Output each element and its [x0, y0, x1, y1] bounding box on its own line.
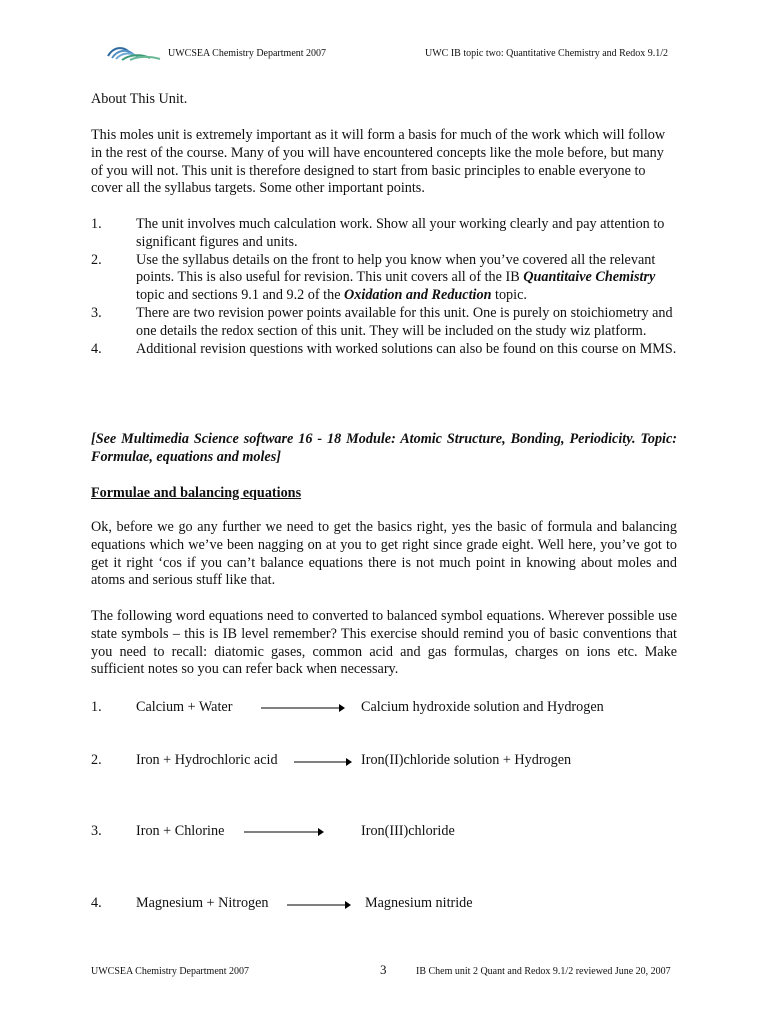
equation-products: Iron(II)chloride solution + Hydrogen	[361, 752, 572, 768]
equation-products: Magnesium nitride	[365, 895, 473, 911]
footer-left-text: UWCSEA Chemistry Department 2007	[91, 966, 250, 977]
arrow-right-icon	[294, 754, 352, 768]
unit-heading: About This Unit.	[91, 91, 188, 107]
list-number: 4.	[91, 340, 102, 357]
word-equation	[91, 699, 691, 719]
list-text: topic and sections 9.1 and 9.2 of the	[136, 287, 345, 304]
equation-reactants: Calcium + Water	[136, 699, 233, 715]
equation-number: 4.	[91, 895, 102, 911]
footer-right-text: IB Chem unit 2 Quant and Redox 9.1/2 reviewed June 20, 2007	[416, 966, 671, 977]
word-equation	[91, 895, 691, 915]
header-right-text: UWC IB topic two: Quantitative Chemistry and Redox 9.1/2	[425, 48, 669, 59]
list-item	[91, 252, 677, 305]
arrow-right-icon	[261, 701, 345, 715]
body-paragraph: Ok, before we go any further we need to get the basics right, yes the basic of formula and balancing equations which we’ve been nagging on at you to get right since grade eight. Well here, you’ve got to get it right ‘cos if you can’t balance equations there is not much point in knowing about moles and atoms and serious stuff like that.	[91, 519, 677, 589]
equation-reactants: Magnesium + Nitrogen	[136, 895, 269, 911]
equation-reactants: Iron + Chlorine	[136, 823, 225, 839]
page-number: 3	[380, 962, 387, 977]
list-item	[91, 305, 677, 341]
arrow-right-icon	[244, 825, 324, 839]
list-text: Additional revision questions with worked solutions can also be found on this course on MMS.	[136, 340, 677, 357]
equation-number: 3.	[91, 823, 102, 839]
emphasis-topic: Quantitaive Chemistry	[523, 269, 656, 286]
list-text: The unit involves much calculation work. Show all your working clearly and pay attention to significant figures and units.	[136, 216, 665, 250]
body-paragraph: The following word equations need to converted to balanced symbol equations. Wherever possible use state symbols – this is IB level remember? This exercise should remind you of basic conventions that you need to recall: diatomic gases, common acid and gas formulas, charges on ions etc. Make sufficient notes so you can refer back when necessary.	[91, 608, 677, 678]
list-item	[91, 341, 677, 359]
page-header	[0, 44, 768, 64]
list-number: 3.	[91, 304, 102, 321]
header-left-text: UWCSEA Chemistry Department 2007	[168, 48, 327, 59]
intro-paragraph: This moles unit is extremely important as it will form a basis for much of the work which will follow in the rest of the course. Many of you will have encountered concepts like the mole before, but many of you will not. This unit is therefore designed to start from basic principles to enable everyone to cover all the syllabus targets. Some other important points.	[91, 127, 666, 197]
arrow-right-icon	[287, 897, 351, 911]
wave-swirl-logo-icon	[104, 44, 162, 62]
list-number: 2.	[91, 251, 102, 268]
word-equation	[91, 823, 691, 843]
equation-products: Iron(III)chloride	[361, 823, 455, 839]
equation-reactants: Iron + Hydrochloric acid	[136, 752, 278, 768]
list-number: 1.	[91, 216, 102, 232]
section-title: Formulae and balancing equations	[91, 485, 302, 501]
equation-number: 1.	[91, 699, 102, 715]
list-text: topic.	[491, 287, 527, 304]
software-reference-note: [See Multimedia Science software 16 - 18 Module: Atomic Structure, Bonding, Periodicity. Topic: Formulae, equations and moles]	[91, 431, 677, 465]
equation-products: Calcium hydroxide solution and Hydrogen	[361, 699, 604, 715]
word-equation	[91, 752, 691, 772]
important-points-list	[91, 216, 677, 358]
list-text: Use the syllabus details on the front to help you know when you’ve covered all the relevant points. This is also useful for revision. This unit covers all of the IB	[136, 251, 656, 286]
equation-number: 2.	[91, 752, 102, 768]
list-text: There are two revision power points available for this unit. One is purely on stoichiometry and one details the redox section of this unit. They will be included on the study wiz platform.	[136, 304, 673, 339]
emphasis-topic: Oxidation and Reduction	[344, 287, 492, 304]
list-item	[91, 216, 677, 252]
